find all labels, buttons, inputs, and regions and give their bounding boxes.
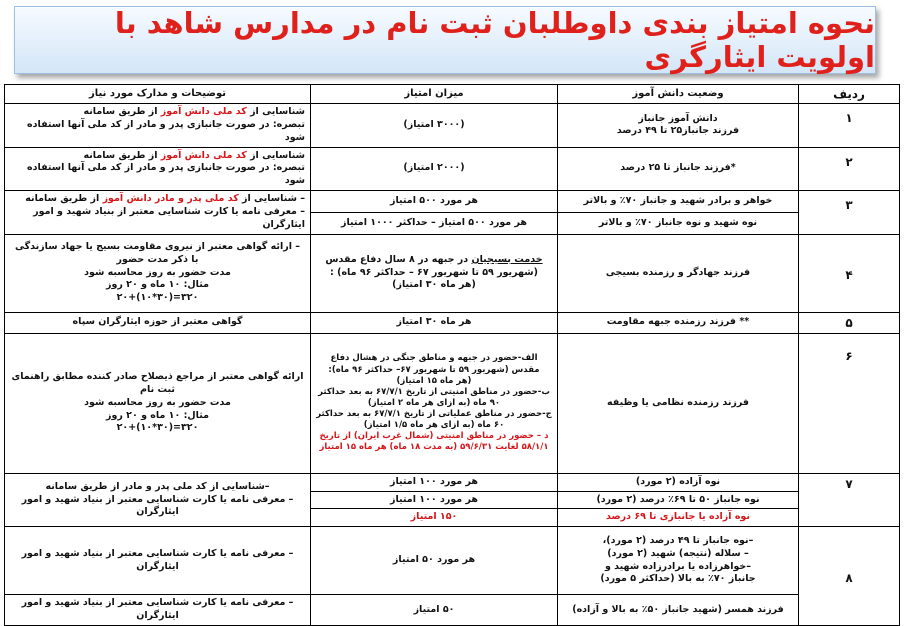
docs-text: شناسایی از	[246, 149, 305, 161]
status-cell: ** فرزند رزمنده جبهه مقاومت	[558, 312, 799, 333]
docs-cell: – معرفی نامه یا کارت شناسایی معتبر از بنیاد شهید و امور ایثارگران	[5, 527, 311, 595]
score-cell: هر مورد ۵۰ امتیاز	[311, 527, 558, 595]
status-cell	[558, 527, 799, 595]
score-cell: (۳۰۰۰ امتیاز)	[311, 104, 558, 147]
docs-line: – معرفی نامه یا کارت شناسایی معتبر از بنیاد شهید و امور ایثارگران	[21, 493, 294, 518]
status-line: فرزند جانباز۲۵ تا ۴۹ درصد	[616, 125, 740, 137]
status-line: دانش آموز جانباز	[638, 112, 718, 124]
docs-line: – معرفی نامه یا کارت شناسایی معتبر از بنیاد شهید و امور ایثارگران	[33, 205, 305, 230]
status-cell: نوه آزاده (۲ مورد)	[558, 473, 799, 491]
row-number: ۸	[799, 527, 900, 626]
score-underlined: خدمت بسیجیان	[471, 253, 543, 265]
docs-text: – شناسایی از	[238, 193, 305, 205]
header-row-number: ردیف	[799, 85, 900, 104]
docs-text: از طریق سامانه	[83, 106, 161, 118]
docs-line: ۳۲۰=(۳۰*۱۰)+۲۰	[116, 292, 199, 304]
table-row	[5, 147, 900, 190]
score-line: (هر ماه ۳۰ امتیاز)	[392, 279, 476, 291]
score-cell: هر مورد ۵۰۰ امتیاز	[311, 191, 558, 213]
page-title: نحوه امتیاز بندی داوطلبان ثبت نام در مدارس شاهد با اولویت ایثارگری	[114, 6, 875, 74]
header-status: وضعیت دانش آموز	[558, 85, 799, 104]
docs-line	[10, 106, 305, 119]
row-number: ۲	[799, 147, 900, 190]
docs-highlight: کد ملی دانش آموز	[160, 106, 247, 118]
docs-cell: گواهی معتبر از حوزه ایثارگران سپاه	[5, 312, 311, 333]
table-row	[5, 595, 900, 626]
docs-cell: – معرفی نامه یا کارت شناسایی معتبر از بنیاد شهید و امور ایثارگران	[5, 595, 311, 626]
table-row	[5, 333, 900, 473]
docs-line	[10, 150, 305, 163]
docs-cell	[5, 473, 311, 526]
docs-line: ارائه گواهی معتبر از مراجع ذیصلاح صادر کننده مطابق راهنمای ثبت نام	[11, 371, 304, 395]
docs-text: از طریق سامانه	[83, 149, 161, 161]
docs-line: مدت حضور به روز محاسبه شود	[84, 266, 231, 278]
docs-line: مدت حضور به روز محاسبه شود	[84, 396, 231, 408]
table-row	[5, 473, 900, 491]
docs-highlight: کد ملی پدر و مادر دانش آموز	[102, 193, 239, 205]
score-text: در جبهه در ۸ سال دفاع مقدس (شهریور ۵۹ تا شهریور ۶۷ – حداکثر ۹۶ ماه) :	[325, 253, 538, 278]
status-cell: خواهر و برادر شهید و جانباز ۷۰٪ و بالاتر	[558, 191, 799, 213]
status-line: –خواهرزاده یا برادرزاده شهید و	[604, 560, 752, 572]
table-row	[5, 191, 900, 213]
score-line: د – حضور در مناطق امنیتی (شمال غرب ایران) از تاریخ ۵۸/۱/۱ لغایت ۵۹/۶/۳۱ (به مدت ۱۸ ماه) هر ماه ۱۵ امتیاز	[319, 430, 549, 452]
status-line: – سلاله (نتیجه) شهید (۲ مورد)	[607, 547, 749, 559]
docs-line: تبصره: در صورت جانبازی پدر و مادر از کد ملی آنها استفاده شود	[27, 162, 305, 187]
docs-line: ۳۲۰=(۳۰*۱۰)+۲۰	[116, 422, 199, 434]
docs-highlight: کد ملی دانش آموز	[160, 149, 247, 161]
score-cell: هر مورد ۱۰۰ امتیاز	[311, 473, 558, 491]
row-number: ۷	[799, 473, 900, 526]
docs-line: – ارائه گواهی معتبر از نیروی مقاومت بسیج یا جهاد سازندگی با ذکر مدت حضور	[14, 240, 301, 265]
status-cell: *فرزند جانباز تا ۲۵ درصد	[558, 147, 799, 190]
row-number: ۶	[799, 333, 900, 473]
status-cell: فرزند همسر (شهید جانباز ۵۰٪ به بالا و آزاده)	[558, 595, 799, 626]
table-row	[5, 104, 900, 147]
score-cell: هر مورد ۵۰۰ امتیاز – حداکثر ۱۰۰۰ امتیاز	[311, 212, 558, 234]
score-cell: ۱۵۰ امتیاز	[311, 509, 558, 527]
docs-cell	[5, 234, 311, 312]
docs-line: مثال: ۱۰ ماه و ۲۰ روز	[106, 409, 209, 421]
score-cell: هر ماه ۳۰ امتیاز	[311, 312, 558, 333]
score-cell	[311, 234, 558, 312]
score-line: (هر ماه ۱۵ امتیاز)	[396, 375, 472, 386]
docs-cell	[5, 104, 311, 147]
score-cell: (۲۰۰۰ امتیاز)	[311, 147, 558, 190]
header-score: میزان امتیاز	[311, 85, 558, 104]
table-header-row	[5, 85, 900, 104]
docs-line	[10, 193, 305, 206]
table-row	[5, 234, 900, 312]
table-row	[5, 527, 900, 595]
status-cell: نوه آزاده یا جانبازی تا ۶۹ درصد	[558, 509, 799, 527]
table-row	[5, 312, 900, 333]
score-cell: هر مورد ۱۰۰ امتیاز	[311, 491, 558, 509]
status-cell: نوه شهید و نوه جانباز ۷۰٪ و بالاتر	[558, 212, 799, 234]
status-line: –نوه جانباز تا ۴۹ درصد (۲ مورد)،	[602, 535, 754, 546]
score-cell	[311, 333, 558, 473]
docs-text: شناسایی از	[246, 106, 305, 118]
docs-line: مثال: ۱۰ ماه و ۲۰ روز	[106, 279, 209, 291]
docs-cell	[5, 333, 311, 473]
score-line	[316, 254, 552, 280]
title-banner	[14, 6, 876, 74]
row-number: ۴	[799, 234, 900, 312]
status-line: جانباز ۷۰٪ به بالا (حداکثر ۵ مورد)	[600, 573, 756, 585]
row-number: ۱	[799, 104, 900, 147]
docs-cell	[5, 147, 311, 190]
docs-text: از طریق سامانه	[25, 193, 103, 205]
docs-line: تبصره: در صورت جانبازی پدر و مادر از کد ملی آنها استفاده شود	[27, 119, 305, 143]
score-cell: ۵۰ امتیاز	[311, 595, 558, 626]
header-docs: توضیحات و مدارک مورد نیاز	[5, 85, 311, 104]
status-cell	[558, 104, 799, 147]
score-line: الف-حضور در جبهه و مناطق جنگی در هشال دفاع مقدس (شهریور ۵۹ تا شهریور ۶۷– حداکثر ۹۶ ماه):	[328, 353, 540, 375]
score-line: ب-حضور در مناطق امنیتی از تاریخ ۶۷/۷/۱ به بعد حداکثر ۹۰ ماه (به ازای هر ماه ۲ امتیاز)	[318, 386, 550, 408]
docs-cell	[5, 191, 311, 234]
row-number: ۳	[799, 191, 900, 234]
status-cell: نوه جانباز ۵۰ تا ۶۹٪ درصد (۲ مورد)	[558, 491, 799, 509]
docs-line: –شناسایی از کد ملی پدر و مادر از طریق سامانه	[45, 480, 270, 492]
status-cell: فرزند جهادگر و رزمنده بسیجی	[558, 234, 799, 312]
status-cell: فرزند رزمنده نظامی یا وظیفه	[558, 333, 799, 473]
row-number: ۵	[799, 312, 900, 333]
scoring-table	[4, 84, 900, 626]
score-line: ج-حضور در مناطق عملیاتی از تاریخ ۶۷/۷/۱ به بعد حداکثر ۶۰ ماه (به ازای هر ماه ۱/۵ امتیاز)	[316, 408, 552, 430]
